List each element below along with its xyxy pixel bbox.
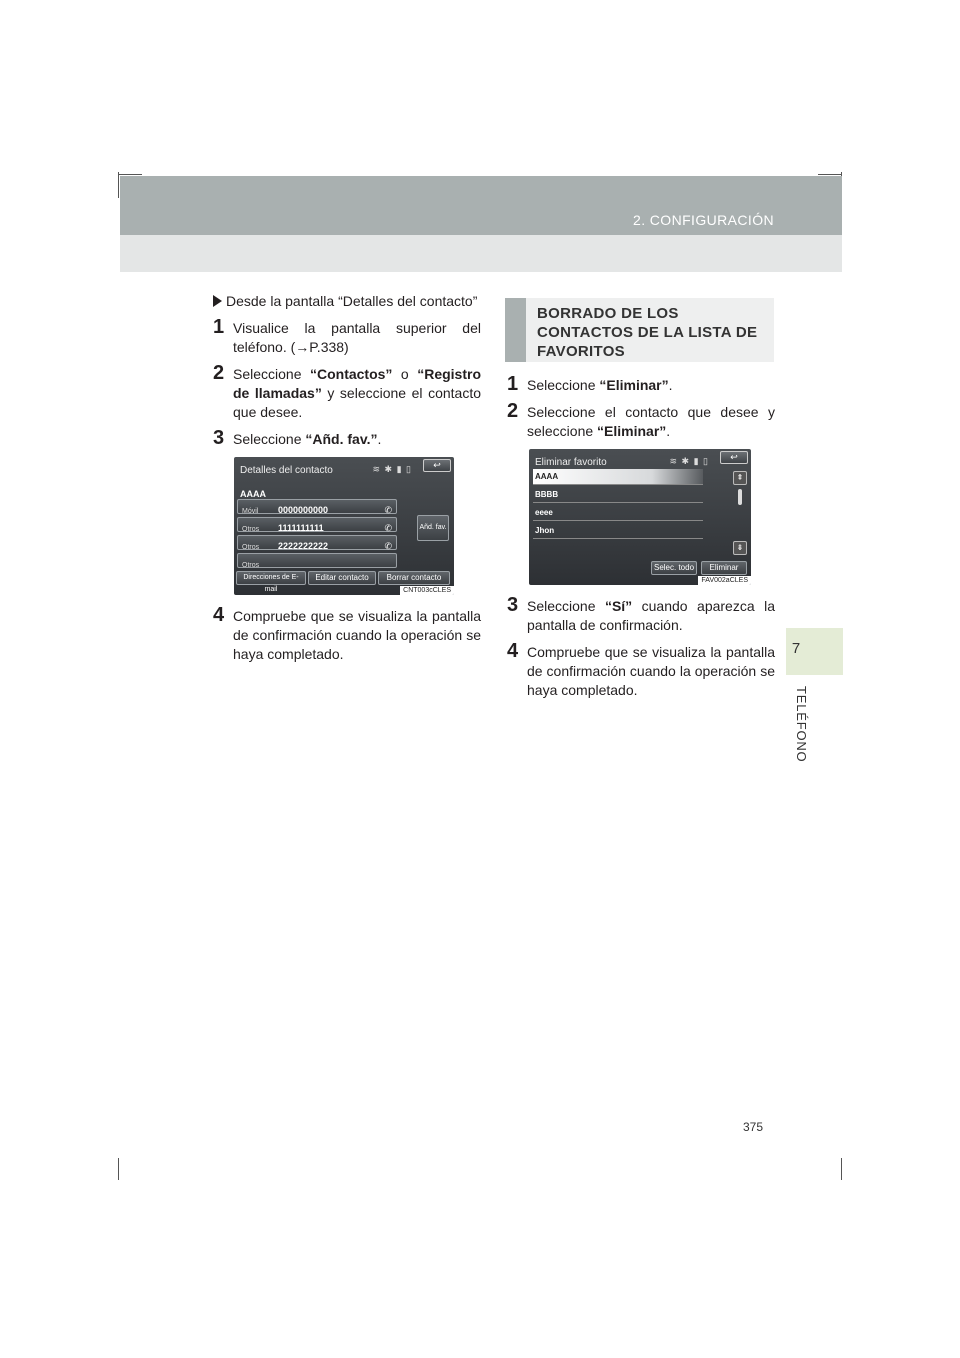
screen-title: Detalles del contacto: [240, 465, 333, 476]
intro-text: Desde la pantalla “Detalles del contacto”: [226, 293, 478, 309]
ui-term: “Contactos”: [309, 366, 393, 382]
row-value: 1111111111: [278, 523, 324, 533]
step-number: 4: [213, 604, 225, 626]
favorite-item[interactable]: BBBB: [533, 487, 703, 503]
image-code: CNT003cCLES: [400, 586, 454, 595]
row-value: 2222222222: [278, 541, 329, 551]
scrollbar-thumb[interactable]: [738, 489, 742, 505]
step-number: 1: [213, 316, 225, 338]
step-text: .: [377, 431, 382, 447]
crop-mark: [118, 174, 142, 175]
step-number: 3: [213, 427, 225, 449]
page-reference-link[interactable]: P.338: [309, 339, 345, 355]
section-title: BORRADO DE LOS CONTACTOS DE LA LISTA DE FAVORITOS: [537, 305, 758, 360]
delete-button[interactable]: Eliminar: [701, 561, 747, 575]
step-text: Seleccione: [233, 431, 306, 447]
row-label: Otros: [242, 562, 260, 569]
back-icon[interactable]: ↩: [720, 451, 748, 464]
step-text: cuando aparezca la pantalla de confirmación.: [527, 598, 775, 633]
contact-name: AAAA: [240, 489, 266, 499]
crop-mark: [818, 174, 842, 175]
status-icons: ≋ ✱ ▮ ▯: [372, 464, 412, 474]
step-number: 3: [507, 594, 519, 616]
step-number: 4: [507, 640, 519, 662]
contact-details-screenshot: [234, 457, 454, 595]
phone-row-other-1[interactable]: [237, 517, 397, 532]
section-header-bar: [505, 298, 526, 362]
step-text: Seleccione: [527, 377, 600, 393]
intro-line: [213, 292, 481, 311]
phone-icon: ✆: [384, 541, 392, 551]
phone-icon: ✆: [384, 505, 392, 515]
crop-mark: [118, 172, 119, 198]
back-icon[interactable]: ↩: [423, 459, 451, 472]
step-number: 1: [507, 373, 519, 395]
step-text: Seleccione: [233, 366, 310, 382]
right-column: [507, 373, 775, 708]
ui-term: “Eliminar”: [599, 377, 669, 393]
chapter-number: 7: [791, 640, 801, 657]
ui-term: “Sí”: [604, 598, 633, 614]
row-label: Móvil: [242, 508, 259, 515]
header-band: [120, 176, 842, 235]
step-3: [507, 594, 775, 635]
screen-title: Eliminar favorito: [535, 457, 607, 468]
ui-term: “Registro de llamadas”: [233, 366, 481, 401]
header-subband: [120, 235, 842, 272]
step-1: [507, 373, 775, 395]
crop-mark: [118, 1158, 119, 1180]
edit-contact-button[interactable]: Editar contacto: [308, 571, 376, 585]
email-addresses-button[interactable]: Direcciones de E-mail: [236, 571, 306, 585]
step-2: [507, 400, 775, 441]
phone-row-other-3[interactable]: [237, 553, 397, 568]
step-4: [507, 640, 775, 700]
step-text: Compruebe que se visualiza la pantalla de confirmación cuando la operación se haya completado.: [233, 608, 481, 662]
step-text: y seleccione el contacto que desee.: [233, 385, 482, 420]
row-label: Otros: [242, 544, 260, 551]
favorite-item[interactable]: AAAA: [533, 469, 703, 485]
step-4: [213, 604, 481, 664]
ui-term: “Eliminar”: [597, 423, 667, 439]
step-1: [213, 316, 481, 357]
step-text: Visualice la pantalla superior del teléfono. (: [233, 320, 481, 355]
favorite-item[interactable]: eeee: [533, 505, 703, 521]
section-heading: 2. CONFIGURACIÓN: [633, 212, 774, 228]
row-value: 0000000000: [278, 505, 329, 515]
delete-favorite-screenshot: [529, 449, 751, 585]
status-icons: ≋ ✱ ▮ ▯: [669, 456, 709, 466]
phone-row-other-2[interactable]: [237, 535, 397, 550]
scroll-down-icon[interactable]: ⇟: [733, 541, 747, 555]
page-number: 375: [743, 1120, 764, 1134]
crop-mark: [841, 1158, 842, 1180]
arrow-icon: →: [295, 339, 310, 355]
phone-row-mobile[interactable]: [237, 499, 397, 514]
step-3: [213, 427, 481, 449]
favorite-item[interactable]: Jhon: [533, 523, 703, 539]
step-text: ): [344, 339, 349, 355]
select-all-button[interactable]: Selec. todo: [651, 561, 697, 575]
step-text: o: [392, 366, 418, 382]
phone-icon: ✆: [384, 523, 392, 533]
step-text: .: [668, 377, 673, 393]
step-text: Compruebe que se visualiza la pantalla de confirmación cuando la operación se haya completado.: [527, 644, 775, 698]
step-text: .: [666, 423, 671, 439]
step-text: Seleccione: [527, 598, 605, 614]
image-code: FAV002aCLES: [698, 576, 751, 585]
add-favorite-button[interactable]: Añd. fav.: [417, 515, 449, 541]
step-number: 2: [507, 400, 519, 422]
step-2: [213, 362, 482, 422]
ui-term: “Añd. fav.”: [305, 431, 378, 447]
row-label: Otros: [242, 526, 260, 533]
step-number: 2: [213, 362, 225, 384]
scroll-up-icon[interactable]: ⇞: [733, 471, 747, 485]
chapter-label: TELÉFONO: [794, 686, 809, 763]
triangle-bullet-icon: [213, 295, 222, 307]
section-header: [505, 298, 774, 362]
step-text: Seleccione el contacto que desee y seleccione: [527, 404, 775, 439]
delete-contact-button[interactable]: Borrar contacto: [378, 571, 450, 585]
left-column: [213, 292, 481, 672]
